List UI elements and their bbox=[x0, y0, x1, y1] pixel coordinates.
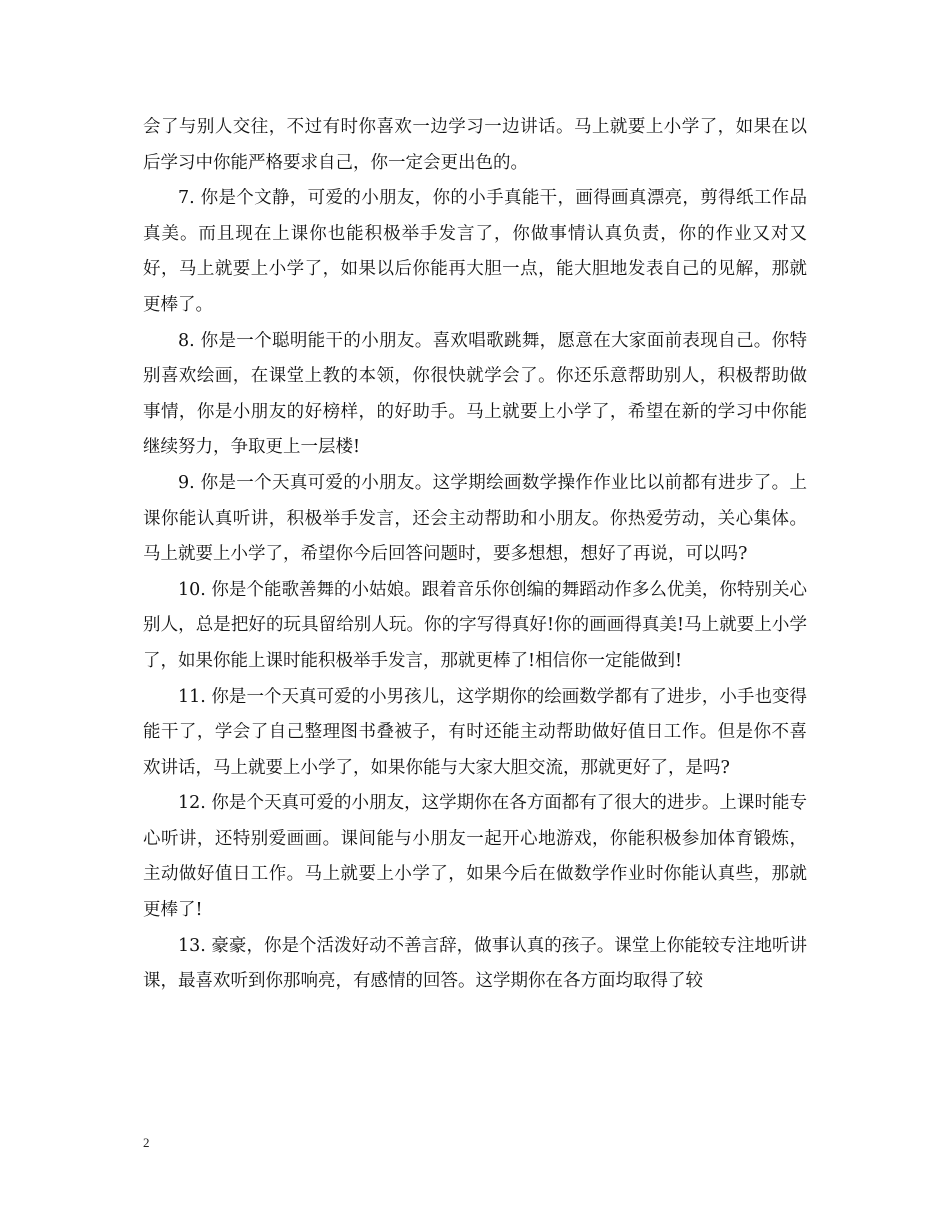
paragraph-comment-13: 13. 豪豪，你是个活泼好动不善言辞，做事认真的孩子。课堂上你能较专注地听讲课，最喜欢听到你那响亮，有感情的回答。这学期你在各方面均取得了较 bbox=[143, 935, 807, 992]
paragraph-continuation: 会了与别人交往，不过有时你喜欢一边学习一边讲话。马上就要上小学了，如果在以后学习中你能严格要求自己，你一定会更出色的。 bbox=[143, 117, 807, 173]
paragraph-comment-10: 10. 你是个能歌善舞的小姑娘。跟着音乐你创编的舞蹈动作多么优美，你特别关心别人，总是把好的玩具留给别人玩。你的字写得真好!你的画画得真美!马上就要上小学了，如果你能上课时能积极举手发言，那就更棒了!相信你一定能做到! bbox=[143, 579, 807, 671]
paragraph-comment-8: 8. 你是一个聪明能干的小朋友。喜欢唱歌跳舞，愿意在大家面前表现自己。你特别喜欢绘画，在课堂上教的本领，你很快就学会了。你还乐意帮助别人，积极帮助做事情，你是小朋友的好榜样，的好助手。马上就要上小学了，希望在新的学习中你能继续努力，争取更上一层楼! bbox=[143, 330, 807, 458]
page-number: 2 bbox=[143, 1135, 150, 1150]
paragraph-comment-11: 11. 你是一个天真可爱的小男孩儿，这学期你的绘画数学都有了进步，小手也变得能干了，学会了自己整理图书叠被子，有时还能主动帮助做好值日工作。但是你不喜欢讲话，马上就要上小学了，如果你能与大家大胆交流，那就更好了，是吗? bbox=[143, 686, 807, 778]
paragraph-comment-7: 7. 你是个文静，可爱的小朋友，你的小手真能干，画得画真漂亮，剪得纸工作品真美。而且现在上课你也能积极举手发言了，你做事情认真负责，你的作业又对又好，马上就要上小学了，如果以后你能再大胆一点，能大胆地发表自己的见解，那就更棒了。 bbox=[143, 188, 807, 315]
paragraph-comment-9: 9. 你是一个天真可爱的小朋友。这学期绘画数学操作作业比以前都有进步了。上课你能认真听讲，积极举手发言，还会主动帮助和小朋友。你热爱劳动，关心集体。马上就要上小学了，希望你今后回答问题时，要多想想，想好了再说，可以吗? bbox=[143, 472, 807, 565]
document-body bbox=[143, 110, 807, 1000]
paragraph-comment-12: 12. 你是个天真可爱的小朋友，这学期你在各方面都有了很大的进步。上课时能专心听讲，还特别爱画画。课间能与小朋友一起开心地游戏，你能积极参加体育锻炼，主动做好值日工作。马上就要上小学了，如果今后在做数学作业时你能认真些，那就更棒了! bbox=[143, 793, 807, 921]
